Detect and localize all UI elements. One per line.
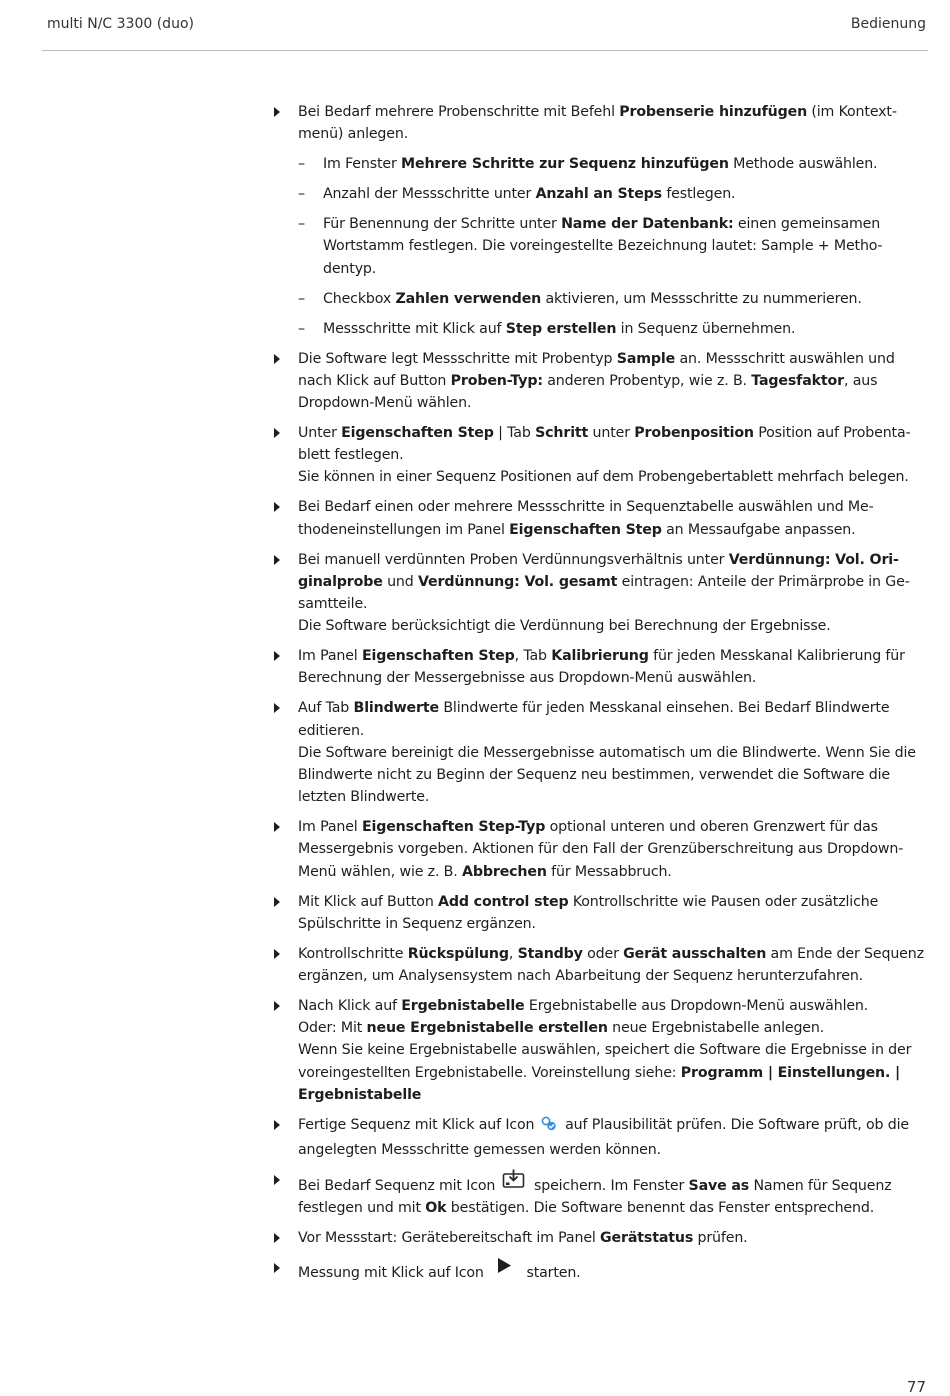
bullet-triangle-icon	[274, 949, 280, 959]
bullet-triangle-icon	[274, 502, 280, 512]
step-item: Bei Bedarf mehrere Probenschritte mit Befehl Probenserie hinzufügen (im Kontextmenü) anlegen.	[272, 101, 928, 145]
dash-bullet: –	[298, 290, 305, 307]
bullet-triangle-icon	[274, 555, 280, 565]
bullet-triangle-icon	[274, 822, 280, 832]
step-item: Mit Klick auf Button Add control step Kontrollschritte wie Pausen oder zusätzliche Spülschritte in Sequenz ergänzen.	[272, 891, 928, 935]
dash-bullet: –	[298, 186, 305, 203]
step-item: Messung mit Klick auf Icon starten.	[272, 1257, 928, 1284]
sub-step-item: – Für Benennung der Schritte unter Name der Datenbank: einen gemeinsamen Wortstamm festlegen. Die voreingestellte Bezeichnung lautet: Sample + Methodentyp.	[272, 213, 928, 280]
page-number: 77	[906, 1378, 926, 1396]
start-measurement-icon	[496, 1257, 514, 1282]
chapter-title: Bedienung	[850, 16, 926, 32]
page-header	[42, 16, 928, 51]
step-item: Die Software legt Messschritte mit Probentyp Sample an. Messschritt auswählen und nach Klick auf Button Proben-Typ: anderen Probentyp, wie z. B. Tagesfaktor, aus Dropdown-Menü wählen.	[272, 348, 928, 415]
bullet-triangle-icon	[274, 703, 280, 713]
step-item: Vor Messstart: Gerätebereitschaft im Panel Gerätstatus prüfen.	[272, 1227, 928, 1249]
bullet-triangle-icon	[274, 1175, 280, 1185]
bullet-triangle-icon	[274, 897, 280, 907]
step-item: Unter Eigenschaften Step | Tab Schritt unter Probenposition Position auf Probentablett festlegen. Sie können in einer Sequenz Positionen auf dem Probengebertablett mehrfach belegen.	[272, 422, 928, 489]
bullet-triangle-icon	[274, 428, 280, 438]
step-item: Nach Klick auf Ergebnistabelle Ergebnistabelle aus Dropdown-Menü auswählen. Oder: Mit neue Ergebnistabelle erstellen neue Ergebnistabelle anlegen. Wenn Sie keine Ergebnistabelle auswählen, speichert die Software die Ergebnisse in der voreingestellten Ergebnistabelle. Voreinstellung siehe: Programm | Einstellungen. | Ergebnistabelle	[272, 995, 928, 1106]
plausibility-check-icon	[541, 1116, 557, 1139]
bullet-triangle-icon	[274, 1001, 280, 1011]
bullet-triangle-icon	[274, 354, 280, 364]
step-item: Auf Tab Blindwerte Blindwerte für jeden Messkanal einsehen. Bei Bedarf Blindwerte editieren. Die Software bereinigt die Messergebnisse automatisch um die Blindwerte. Wenn Sie die Blindwerte nicht zu Beginn der Sequenz neu bestimmen, verwendet die Software die letzten Blindwerte.	[272, 697, 928, 808]
sub-step-item: – Anzahl der Messschritte unter Anzahl an Steps festlegen.	[272, 183, 928, 205]
step-item: Bei Bedarf Sequenz mit Icon speichern. Im Fenster Save as Namen für Sequenz festlegen und mit Ok bestätigen. Die Software benennt das Fenster entsprechend.	[272, 1169, 928, 1219]
step-item: Im Panel Eigenschaften Step, Tab Kalibrierung für jeden Messkanal Kalibrierung für Berechnung der Messergebnisse aus Dropdown-Menü auswählen.	[272, 645, 928, 689]
step-item: Bei manuell verdünnten Proben Verdünnungsverhältnis unter Verdünnung: Vol. Originalprobe und Verdünnung: Vol. gesamt eintragen: Anteile der Primärprobe in Gesamtteile. Die Software berücksichtigt die Verdünnung bei Berechnung der Ergebnisse.	[272, 549, 928, 638]
sub-step-item: – Checkbox Zahlen verwenden aktivieren, um Messschritte zu nummerieren.	[272, 288, 928, 310]
sub-step-item: – Im Fenster Mehrere Schritte zur Sequenz hinzufügen Methode auswählen.	[272, 153, 928, 175]
bullet-triangle-icon	[274, 1263, 280, 1273]
dash-bullet: –	[298, 216, 305, 233]
instruction-list	[272, 101, 928, 1292]
step-item: Kontrollschritte Rückspülung, Standby oder Gerät ausschalten am Ende der Sequenz ergänzen, um Analysensystem nach Abarbeitung der Sequenz herunterzufahren.	[272, 943, 928, 987]
bullet-triangle-icon	[274, 651, 280, 661]
dash-bullet: –	[298, 320, 305, 337]
step-item: Fertige Sequenz mit Klick auf Icon auf Plausibilität prüfen. Die Software prüft, ob die angelegten Messschritte gemessen werden können.	[272, 1114, 928, 1161]
bullet-triangle-icon	[274, 1120, 280, 1130]
manual-title: multi N/C 3300 (duo)	[47, 16, 194, 32]
step-item: Im Panel Eigenschaften Step-Typ optional unteren und oberen Grenzwert für das Messergebnis vorgeben. Aktionen für den Fall der Grenzüberschreitung aus Dropdown-Menü wählen, wie z. B. Abbrechen für Messabbruch.	[272, 816, 928, 883]
save-sequence-icon	[502, 1169, 526, 1196]
bullet-triangle-icon	[274, 107, 280, 117]
bullet-triangle-icon	[274, 1233, 280, 1243]
step-item: Bei Bedarf einen oder mehrere Messschritte in Sequenztabelle auswählen und Methodeneinstellungen im Panel Eigenschaften Step an Messaufgabe anpassen.	[272, 496, 928, 540]
sub-step-item: – Messschritte mit Klick auf Step erstellen in Sequenz übernehmen.	[272, 318, 928, 340]
dash-bullet: –	[298, 156, 305, 173]
